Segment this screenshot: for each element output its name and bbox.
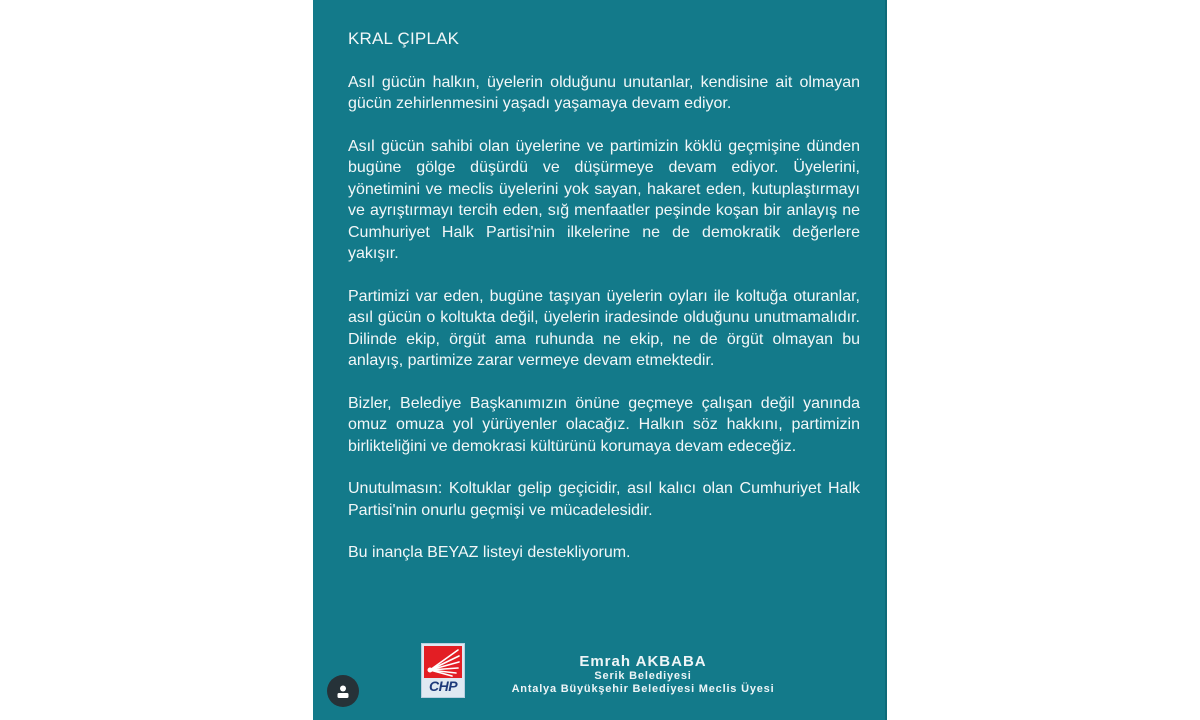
tagged-users-button[interactable] <box>327 675 359 707</box>
post-title: KRAL ÇIPLAK <box>348 29 460 48</box>
signature-line-2: Antalya Büyükşehir Belediyesi Meclis Üyesi <box>511 683 775 695</box>
logo-text: CHP <box>428 678 458 694</box>
six-arrows-icon <box>424 646 462 678</box>
user-icon <box>337 685 349 698</box>
paragraph: Asıl gücün sahibi olan üyelerine ve partimizin köklü geçmişine dünden bugüne gölge düşürdü ve düşürmeye devam ediyor. Üyelerini, yönetimini ve meclis üyelerini yok sayan, hakaret eden, kutuplaştırmayı ve ayrıştırmayı tercih eden, sığ menfaatler peşinde koşan bir anlayış ne Cumhuriyet Halk Partisi'nin ilkelerine ne de demokratik değerlere yakışır. <box>348 137 860 262</box>
paragraph: Asıl gücün halkın, üyelerin olduğunu unutanlar, kendisine ait olmayan gücün zehirlenmesini yaşadı yaşamaya devam ediyor. <box>348 73 860 112</box>
signature-name: Emrah AKBABA <box>579 653 707 670</box>
signature-line-1: Serik Belediyesi <box>594 670 692 682</box>
post-image <box>313 0 887 720</box>
paragraph: Bu inançla BEYAZ listeyi destekliyorum. <box>348 544 631 561</box>
chp-logo <box>421 643 465 698</box>
signature <box>421 643 821 701</box>
paragraph: Bizler, Belediye Başkanımızın önüne geçmeye çalışan değil yanında omuz omuza yol yürüyenler olacağız. Halkın söz hakkını, partimizin birlikteliğini ve demokrasi kültürünü korumaya devam edeceğiz. <box>348 394 860 455</box>
paragraph: Unutulmasın: Koltuklar gelip geçicidir, asıl kalıcı olan Cumhuriyet Halk Partisi'nin onurlu geçmişi ve mücadelesidir. <box>348 480 860 519</box>
post-text <box>348 28 860 564</box>
paragraph: Partimizi var eden, bugüne taşıyan üyelerin oyları ile koltuğa oturanlar, asıl gücün o koltukta değil, üyelerin iradesinde olduğunu unutmamalıdır. Dilinde ekip, örgüt ama ruhunda ne ekip, ne de örgüt olmayan bu anlayış, partimize zarar vermeye devam etmektedir. <box>348 287 860 369</box>
signature-text <box>473 653 813 696</box>
